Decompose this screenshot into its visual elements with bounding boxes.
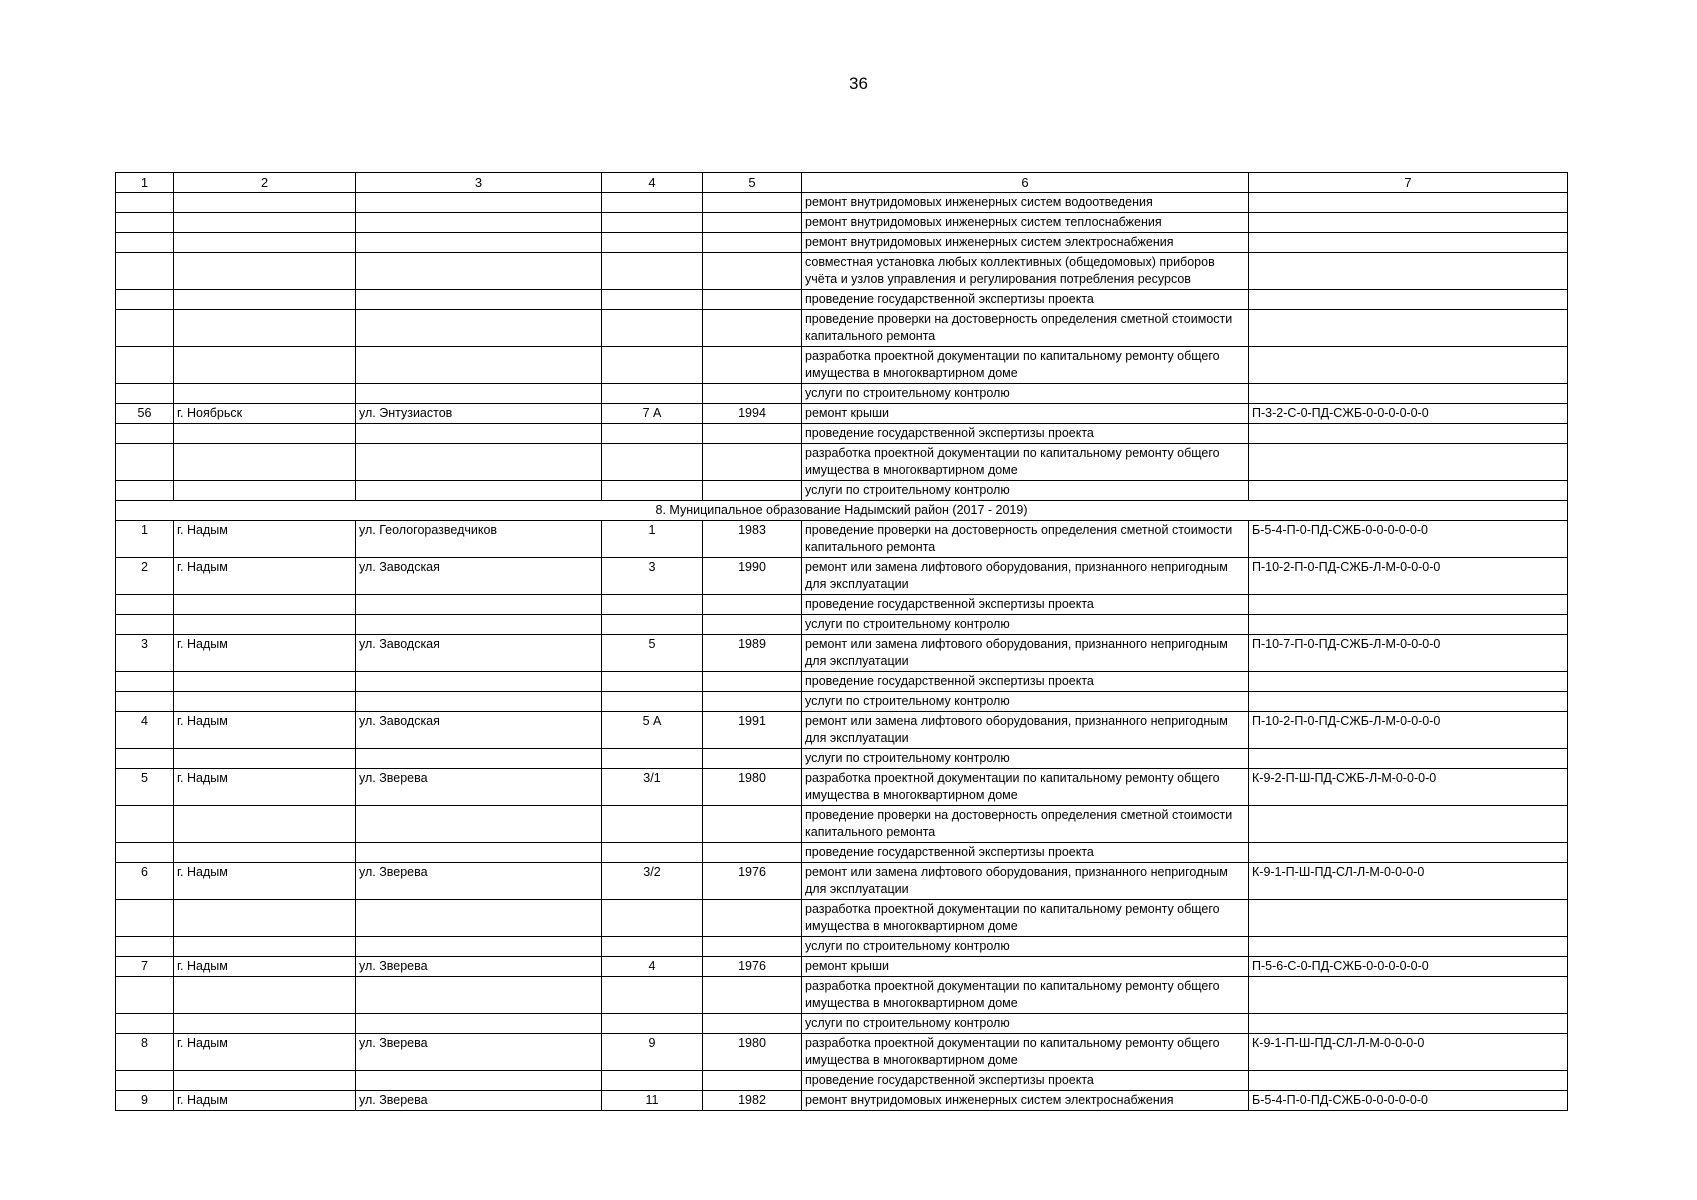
- street-cell: [356, 1014, 602, 1034]
- work-type-cell: совместная установка любых коллективных (общедомовых) приборов учёта и узлов управления и регулирования потребления ресурсов: [802, 253, 1249, 290]
- capital-repair-table: [115, 172, 1568, 1111]
- year-built-cell: [703, 481, 802, 501]
- building-code-cell: [1249, 1014, 1568, 1034]
- building-code-cell: [1249, 749, 1568, 769]
- city-cell: г. Надым: [174, 957, 356, 977]
- work-type-cell: ремонт или замена лифтового оборудования, признанного непригодным для эксплуатации: [802, 863, 1249, 900]
- year-built-cell: [703, 615, 802, 635]
- street-cell: [356, 310, 602, 347]
- building-code-cell: Б-5-4-П-0-ПД-СЖБ-0-0-0-0-0-0: [1249, 521, 1568, 558]
- street-cell: ул. Зверева: [356, 863, 602, 900]
- work-type-cell: ремонт крыши: [802, 957, 1249, 977]
- building-code-cell: [1249, 481, 1568, 501]
- work-type-cell: услуги по строительному контролю: [802, 615, 1249, 635]
- street-cell: [356, 213, 602, 233]
- street-cell: [356, 347, 602, 384]
- city-cell: [174, 977, 356, 1014]
- city-cell: [174, 672, 356, 692]
- building-code-cell: [1249, 977, 1568, 1014]
- header-cell: 3: [356, 173, 602, 193]
- street-cell: ул. Зверева: [356, 957, 602, 977]
- table-row: [116, 253, 1568, 290]
- header-cell: 4: [602, 173, 703, 193]
- table-row: [116, 404, 1568, 424]
- table-row: [116, 1014, 1568, 1034]
- row-number-cell: 3: [116, 635, 174, 672]
- house-number-cell: [602, 310, 703, 347]
- table-row: [116, 977, 1568, 1014]
- city-cell: г. Надым: [174, 769, 356, 806]
- building-code-cell: [1249, 310, 1568, 347]
- table-row: [116, 615, 1568, 635]
- city-cell: [174, 290, 356, 310]
- row-number-cell: 8: [116, 1034, 174, 1071]
- street-cell: [356, 672, 602, 692]
- year-built-cell: [703, 595, 802, 615]
- building-code-cell: П-5-6-С-0-ПД-СЖБ-0-0-0-0-0-0: [1249, 957, 1568, 977]
- work-type-cell: ремонт внутридомовых инженерных систем электроснабжения: [802, 1091, 1249, 1111]
- year-built-cell: [703, 424, 802, 444]
- year-built-cell: [703, 1014, 802, 1034]
- building-code-cell: [1249, 444, 1568, 481]
- work-type-cell: проведение проверки на достоверность определения сметной стоимости капитального ремонта: [802, 521, 1249, 558]
- building-code-cell: Б-5-4-П-0-ПД-СЖБ-0-0-0-0-0-0: [1249, 1091, 1568, 1111]
- work-type-cell: услуги по строительному контролю: [802, 481, 1249, 501]
- table-row: [116, 1091, 1568, 1111]
- year-built-cell: 1976: [703, 863, 802, 900]
- house-number-cell: 9: [602, 1034, 703, 1071]
- house-number-cell: [602, 1014, 703, 1034]
- house-number-cell: [602, 672, 703, 692]
- house-number-cell: [602, 384, 703, 404]
- table-row: [116, 424, 1568, 444]
- row-number-cell: [116, 937, 174, 957]
- house-number-cell: 5 А: [602, 712, 703, 749]
- row-number-cell: [116, 595, 174, 615]
- street-cell: [356, 424, 602, 444]
- street-cell: [356, 977, 602, 1014]
- house-number-cell: [602, 843, 703, 863]
- row-number-cell: [116, 253, 174, 290]
- row-number-cell: [116, 384, 174, 404]
- table-row: [116, 843, 1568, 863]
- house-number-cell: [602, 937, 703, 957]
- year-built-cell: 1991: [703, 712, 802, 749]
- house-number-cell: [602, 347, 703, 384]
- work-type-cell: проведение государственной экспертизы проекта: [802, 843, 1249, 863]
- city-cell: [174, 843, 356, 863]
- table-row: [116, 233, 1568, 253]
- city-cell: [174, 444, 356, 481]
- house-number-cell: 3/1: [602, 769, 703, 806]
- building-code-cell: [1249, 213, 1568, 233]
- row-number-cell: [116, 900, 174, 937]
- house-number-cell: [602, 424, 703, 444]
- city-cell: г. Надым: [174, 712, 356, 749]
- year-built-cell: [703, 253, 802, 290]
- building-code-cell: [1249, 672, 1568, 692]
- street-cell: ул. Заводская: [356, 635, 602, 672]
- work-type-cell: разработка проектной документации по капитальному ремонту общего имущества в многоквартирном доме: [802, 1034, 1249, 1071]
- table-row: [116, 635, 1568, 672]
- house-number-cell: [602, 749, 703, 769]
- house-number-cell: 11: [602, 1091, 703, 1111]
- header-cell: 7: [1249, 173, 1568, 193]
- street-cell: [356, 253, 602, 290]
- house-number-cell: [602, 595, 703, 615]
- year-built-cell: [703, 1071, 802, 1091]
- row-number-cell: [116, 444, 174, 481]
- building-code-cell: [1249, 290, 1568, 310]
- work-type-cell: услуги по строительному контролю: [802, 749, 1249, 769]
- house-number-cell: [602, 233, 703, 253]
- row-number-cell: [116, 481, 174, 501]
- street-cell: [356, 806, 602, 843]
- section-title: 8. Муниципальное образование Надымский район (2017 - 2019): [116, 501, 1568, 521]
- house-number-cell: 1: [602, 521, 703, 558]
- city-cell: [174, 900, 356, 937]
- year-built-cell: 1980: [703, 1034, 802, 1071]
- year-built-cell: [703, 977, 802, 1014]
- building-code-cell: [1249, 424, 1568, 444]
- house-number-cell: 3/2: [602, 863, 703, 900]
- work-type-cell: разработка проектной документации по капитальному ремонту общего имущества в многоквартирном доме: [802, 444, 1249, 481]
- street-cell: ул. Заводская: [356, 712, 602, 749]
- row-number-cell: [116, 615, 174, 635]
- street-cell: [356, 1071, 602, 1091]
- city-cell: [174, 615, 356, 635]
- year-built-cell: 1982: [703, 1091, 802, 1111]
- row-number-cell: 7: [116, 957, 174, 977]
- city-cell: [174, 193, 356, 213]
- year-built-cell: [703, 213, 802, 233]
- row-number-cell: 5: [116, 769, 174, 806]
- header-cell: 6: [802, 173, 1249, 193]
- city-cell: [174, 213, 356, 233]
- city-cell: [174, 749, 356, 769]
- row-number-cell: 6: [116, 863, 174, 900]
- building-code-cell: [1249, 806, 1568, 843]
- row-number-cell: [116, 749, 174, 769]
- row-number-cell: 2: [116, 558, 174, 595]
- city-cell: [174, 310, 356, 347]
- street-cell: [356, 193, 602, 213]
- header-cell: 2: [174, 173, 356, 193]
- house-number-cell: [602, 444, 703, 481]
- street-cell: [356, 749, 602, 769]
- row-number-cell: [116, 1071, 174, 1091]
- header-cell: 5: [703, 173, 802, 193]
- city-cell: [174, 233, 356, 253]
- city-cell: г. Надым: [174, 863, 356, 900]
- page-number: 36: [849, 74, 868, 93]
- street-cell: [356, 843, 602, 863]
- street-cell: [356, 481, 602, 501]
- city-cell: г. Надым: [174, 521, 356, 558]
- table-row: [116, 957, 1568, 977]
- work-type-cell: разработка проектной документации по капитальному ремонту общего имущества в многоквартирном доме: [802, 900, 1249, 937]
- building-code-cell: [1249, 253, 1568, 290]
- work-type-cell: ремонт или замена лифтового оборудования, признанного непригодным для эксплуатации: [802, 635, 1249, 672]
- street-cell: ул. Зверева: [356, 769, 602, 806]
- year-built-cell: [703, 937, 802, 957]
- city-cell: [174, 424, 356, 444]
- row-number-cell: [116, 347, 174, 384]
- year-built-cell: 1983: [703, 521, 802, 558]
- street-cell: [356, 615, 602, 635]
- work-type-cell: услуги по строительному контролю: [802, 937, 1249, 957]
- house-number-cell: 5: [602, 635, 703, 672]
- row-number-cell: 9: [116, 1091, 174, 1111]
- street-cell: [356, 595, 602, 615]
- work-type-cell: ремонт или замена лифтового оборудования, признанного непригодным для эксплуатации: [802, 712, 1249, 749]
- table-row: [116, 1034, 1568, 1071]
- city-cell: [174, 253, 356, 290]
- building-code-cell: [1249, 843, 1568, 863]
- building-code-cell: [1249, 1071, 1568, 1091]
- street-cell: ул. Энтузиастов: [356, 404, 602, 424]
- street-cell: [356, 233, 602, 253]
- house-number-cell: [602, 1071, 703, 1091]
- table-row: [116, 712, 1568, 749]
- work-type-cell: проведение государственной экспертизы проекта: [802, 290, 1249, 310]
- row-number-cell: [116, 193, 174, 213]
- house-number-cell: [602, 615, 703, 635]
- year-built-cell: [703, 347, 802, 384]
- work-type-cell: ремонт или замена лифтового оборудования, признанного непригодным для эксплуатации: [802, 558, 1249, 595]
- building-code-cell: П-3-2-С-0-ПД-СЖБ-0-0-0-0-0-0: [1249, 404, 1568, 424]
- work-type-cell: разработка проектной документации по капитальному ремонту общего имущества в многоквартирном доме: [802, 977, 1249, 1014]
- street-cell: [356, 384, 602, 404]
- house-number-cell: 4: [602, 957, 703, 977]
- year-built-cell: 1989: [703, 635, 802, 672]
- table-row: [116, 863, 1568, 900]
- table-row: [116, 749, 1568, 769]
- work-type-cell: разработка проектной документации по капитальному ремонту общего имущества в многоквартирном доме: [802, 769, 1249, 806]
- row-number-cell: [116, 1014, 174, 1034]
- city-cell: [174, 937, 356, 957]
- table-row: [116, 481, 1568, 501]
- work-type-cell: проведение проверки на достоверность определения сметной стоимости капитального ремонта: [802, 310, 1249, 347]
- building-code-cell: К-9-1-П-Ш-ПД-СЛ-Л-М-0-0-0-0: [1249, 863, 1568, 900]
- table-header-row: [116, 173, 1568, 193]
- row-number-cell: [116, 310, 174, 347]
- table-row: [116, 806, 1568, 843]
- year-built-cell: [703, 193, 802, 213]
- year-built-cell: [703, 290, 802, 310]
- work-type-cell: ремонт крыши: [802, 404, 1249, 424]
- building-code-cell: К-9-1-П-Ш-ПД-СЛ-Л-М-0-0-0-0: [1249, 1034, 1568, 1071]
- row-number-cell: 56: [116, 404, 174, 424]
- house-number-cell: 7 А: [602, 404, 703, 424]
- work-type-cell: услуги по строительному контролю: [802, 1014, 1249, 1034]
- row-number-cell: [116, 213, 174, 233]
- house-number-cell: [602, 213, 703, 233]
- house-number-cell: [602, 481, 703, 501]
- table-row: [116, 692, 1568, 712]
- table-row: [116, 193, 1568, 213]
- table-row: [116, 444, 1568, 481]
- city-cell: [174, 806, 356, 843]
- year-built-cell: 1994: [703, 404, 802, 424]
- city-cell: г. Надым: [174, 1091, 356, 1111]
- table-row: [116, 900, 1568, 937]
- table-row: [116, 672, 1568, 692]
- table-row: [116, 213, 1568, 233]
- house-number-cell: [602, 193, 703, 213]
- table-row: [116, 347, 1568, 384]
- table-row: [116, 310, 1568, 347]
- building-code-cell: П-10-2-П-0-ПД-СЖБ-Л-М-0-0-0-0: [1249, 712, 1568, 749]
- work-type-cell: разработка проектной документации по капитальному ремонту общего имущества в многоквартирном доме: [802, 347, 1249, 384]
- table-row: [116, 595, 1568, 615]
- year-built-cell: 1980: [703, 769, 802, 806]
- building-code-cell: [1249, 233, 1568, 253]
- building-code-cell: П-10-2-П-0-ПД-СЖБ-Л-М-0-0-0-0: [1249, 558, 1568, 595]
- work-type-cell: ремонт внутридомовых инженерных систем теплоснабжения: [802, 213, 1249, 233]
- table-row: [116, 521, 1568, 558]
- year-built-cell: 1990: [703, 558, 802, 595]
- city-cell: [174, 1071, 356, 1091]
- street-cell: ул. Зверева: [356, 1034, 602, 1071]
- building-code-cell: П-10-7-П-0-ПД-СЖБ-Л-М-0-0-0-0: [1249, 635, 1568, 672]
- building-code-cell: [1249, 900, 1568, 937]
- city-cell: [174, 595, 356, 615]
- row-number-cell: [116, 424, 174, 444]
- building-code-cell: [1249, 193, 1568, 213]
- street-cell: ул. Зверева: [356, 1091, 602, 1111]
- work-type-cell: ремонт внутридомовых инженерных систем электроснабжения: [802, 233, 1249, 253]
- house-number-cell: [602, 692, 703, 712]
- house-number-cell: [602, 253, 703, 290]
- city-cell: [174, 347, 356, 384]
- building-code-cell: [1249, 347, 1568, 384]
- building-code-cell: [1249, 615, 1568, 635]
- house-number-cell: 3: [602, 558, 703, 595]
- row-number-cell: 1: [116, 521, 174, 558]
- work-type-cell: ремонт внутридомовых инженерных систем водоотведения: [802, 193, 1249, 213]
- city-cell: [174, 481, 356, 501]
- city-cell: г. Надым: [174, 558, 356, 595]
- year-built-cell: [703, 310, 802, 347]
- year-built-cell: [703, 233, 802, 253]
- city-cell: [174, 1014, 356, 1034]
- city-cell: г. Надым: [174, 1034, 356, 1071]
- section-heading-row: [116, 501, 1568, 521]
- table-row: [116, 1071, 1568, 1091]
- house-number-cell: [602, 977, 703, 1014]
- year-built-cell: [703, 444, 802, 481]
- street-cell: ул. Геологоразведчиков: [356, 521, 602, 558]
- row-number-cell: [116, 692, 174, 712]
- house-number-cell: [602, 900, 703, 937]
- street-cell: [356, 290, 602, 310]
- table-row: [116, 558, 1568, 595]
- building-code-cell: [1249, 384, 1568, 404]
- work-type-cell: проведение проверки на достоверность определения сметной стоимости капитального ремонта: [802, 806, 1249, 843]
- building-code-cell: [1249, 595, 1568, 615]
- work-type-cell: проведение государственной экспертизы проекта: [802, 424, 1249, 444]
- table-row: [116, 769, 1568, 806]
- street-cell: [356, 937, 602, 957]
- city-cell: г. Ноябрьск: [174, 404, 356, 424]
- year-built-cell: [703, 806, 802, 843]
- row-number-cell: [116, 290, 174, 310]
- row-number-cell: [116, 843, 174, 863]
- row-number-cell: [116, 977, 174, 1014]
- work-type-cell: проведение государственной экспертизы проекта: [802, 672, 1249, 692]
- street-cell: [356, 444, 602, 481]
- building-code-cell: [1249, 937, 1568, 957]
- work-type-cell: услуги по строительному контролю: [802, 384, 1249, 404]
- work-type-cell: проведение государственной экспертизы проекта: [802, 1071, 1249, 1091]
- year-built-cell: [703, 384, 802, 404]
- table-row: [116, 937, 1568, 957]
- year-built-cell: [703, 843, 802, 863]
- street-cell: [356, 900, 602, 937]
- building-code-cell: [1249, 692, 1568, 712]
- table-row: [116, 384, 1568, 404]
- header-cell: 1: [116, 173, 174, 193]
- house-number-cell: [602, 290, 703, 310]
- house-number-cell: [602, 806, 703, 843]
- building-code-cell: К-9-2-П-Ш-ПД-СЖБ-Л-М-0-0-0-0: [1249, 769, 1568, 806]
- row-number-cell: 4: [116, 712, 174, 749]
- year-built-cell: [703, 900, 802, 937]
- year-built-cell: [703, 692, 802, 712]
- year-built-cell: 1976: [703, 957, 802, 977]
- year-built-cell: [703, 672, 802, 692]
- city-cell: г. Надым: [174, 635, 356, 672]
- city-cell: [174, 692, 356, 712]
- street-cell: ул. Заводская: [356, 558, 602, 595]
- row-number-cell: [116, 672, 174, 692]
- city-cell: [174, 384, 356, 404]
- table-row: [116, 290, 1568, 310]
- year-built-cell: [703, 749, 802, 769]
- row-number-cell: [116, 806, 174, 843]
- street-cell: [356, 692, 602, 712]
- row-number-cell: [116, 233, 174, 253]
- work-type-cell: проведение государственной экспертизы проекта: [802, 595, 1249, 615]
- work-type-cell: услуги по строительному контролю: [802, 692, 1249, 712]
